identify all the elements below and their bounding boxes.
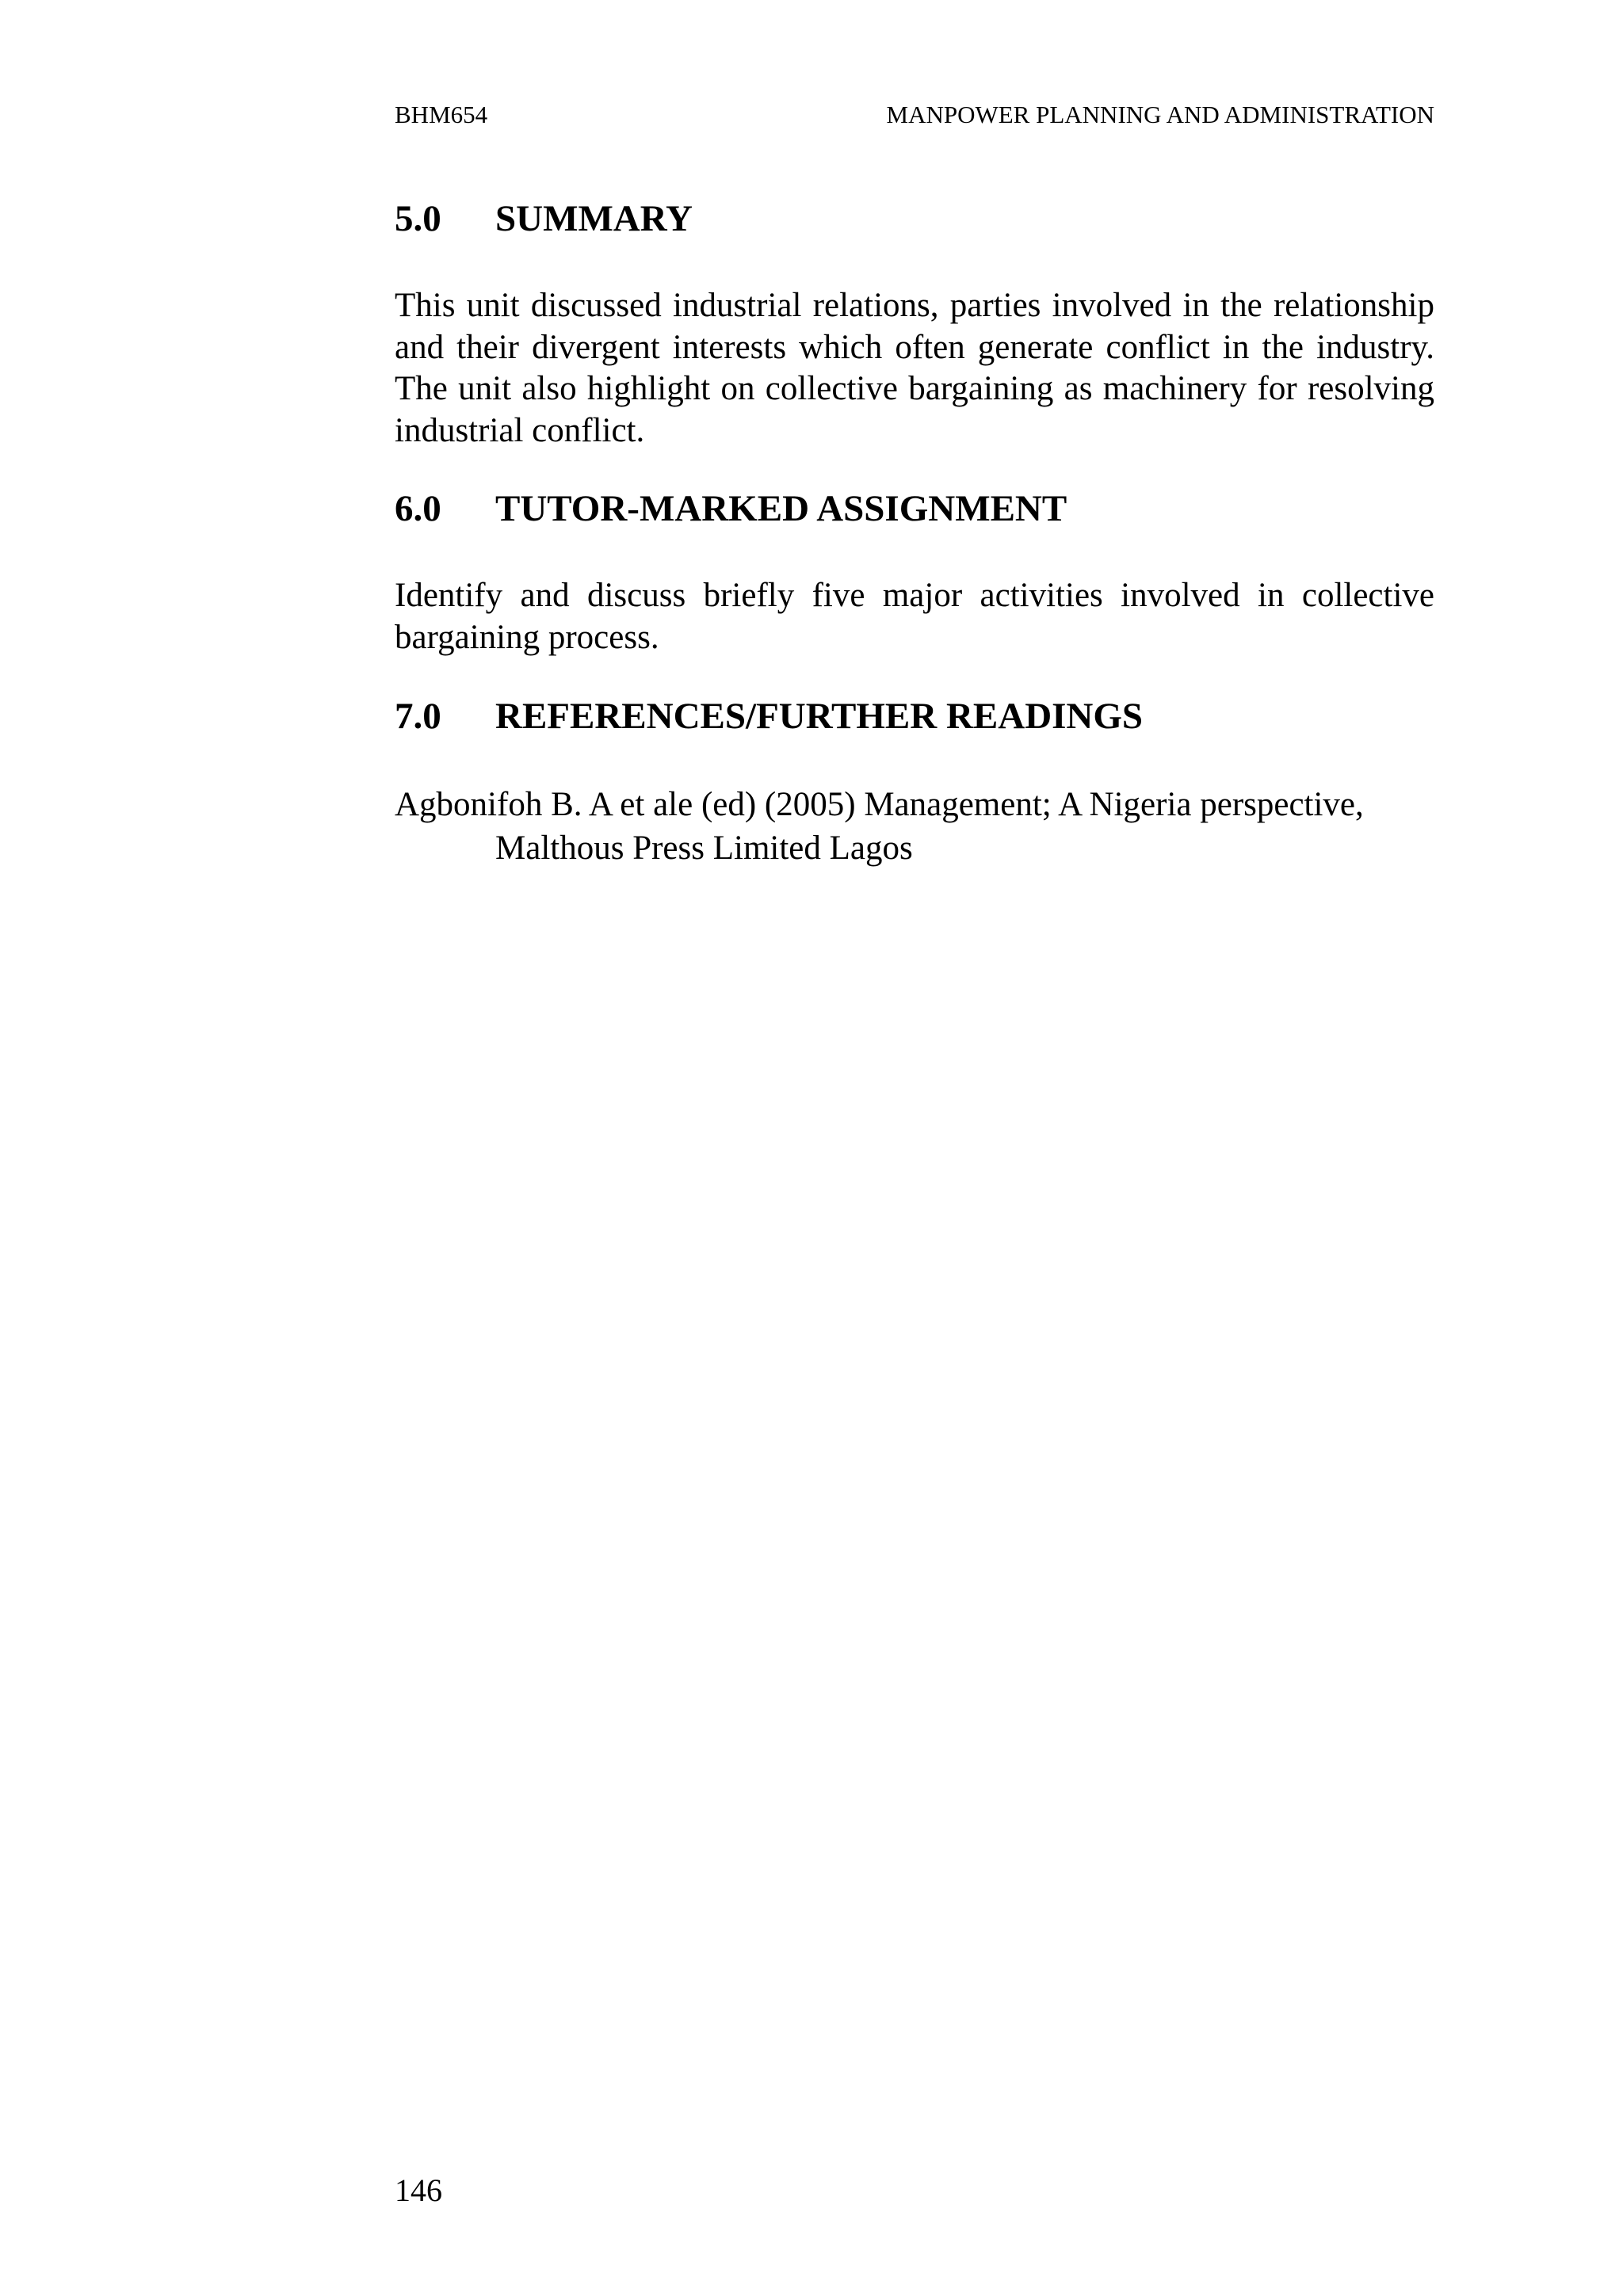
section-title: TUTOR-MARKED ASSIGNMENT [495, 488, 1067, 529]
reference-line: Agbonifoh B. A et ale (ed) (2005) Management; A Nigeria perspective, [395, 786, 1364, 823]
running-header [395, 99, 1434, 131]
section-heading-references [395, 694, 1143, 738]
section-number: 5.0 [395, 198, 441, 239]
reference-line-continuation: Malthous Press Limited Lagos [495, 830, 913, 867]
section-number: 7.0 [395, 696, 441, 737]
summary-paragraph: This unit discussed industrial relations, parties involved in the relationship and their divergent interests which often generate conflict in the industry. The unit also highlight on collective bargaining as machinery for resolving industrial conflict. [395, 287, 1434, 449]
section-title: REFERENCES/FURTHER READINGS [495, 696, 1144, 737]
reference-entry [395, 783, 1434, 870]
section-heading-tutor-marked-assignment [395, 486, 1067, 531]
page-number: 146 [395, 2172, 442, 2208]
section-number: 6.0 [395, 488, 441, 529]
assignment-paragraph: Identify and discuss briefly five major activities involved in collective bargaining process. [395, 577, 1434, 656]
course-code: BHM654 [395, 101, 488, 128]
course-title: MANPOWER PLANNING AND ADMINISTRATION [886, 101, 1434, 128]
section-heading-summary [395, 196, 693, 241]
section-title: SUMMARY [495, 198, 693, 239]
